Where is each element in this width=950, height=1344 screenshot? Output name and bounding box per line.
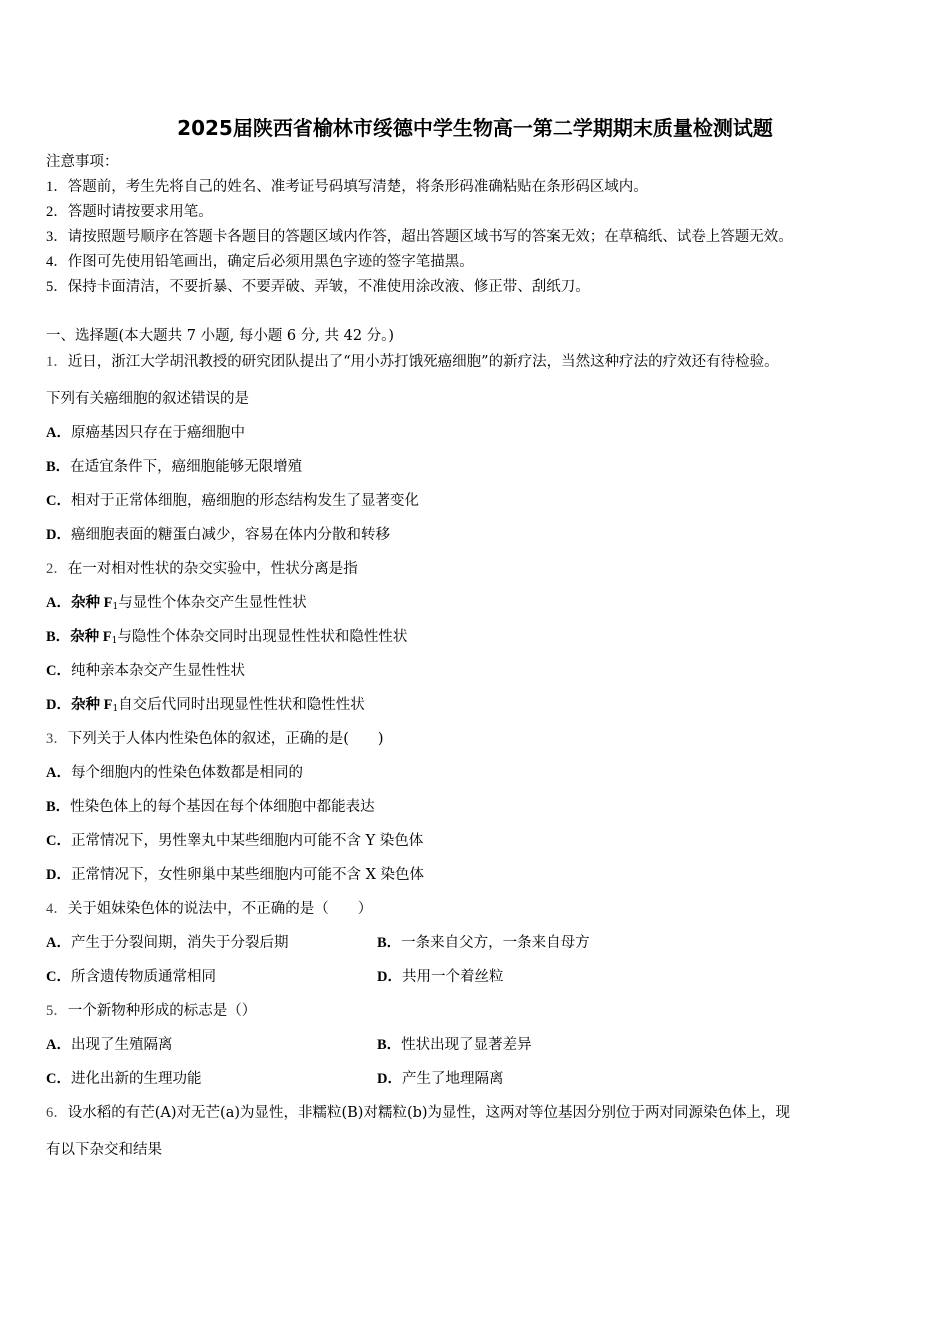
question-1-option-a: A．原癌基因只存在于癌细胞中 <box>46 425 245 441</box>
question-3-option-c: C．正常情况下，男性睾丸中某些细胞内可能不含 Y 染色体 <box>46 833 424 849</box>
question-5-stem: 5．一个新物种形成的标志是（） <box>46 1003 257 1019</box>
question-4-options-row2 <box>46 967 906 987</box>
question-6-stem: 6．设水稻的有芒(A)对无芒(a)为显性，非糯粒(B)对糯粒(b)为显性，这两对等位基因分别位于两对同源染色体上，现 <box>46 1105 791 1121</box>
question-1-option-b: B．在适宜条件下，癌细胞能够无限增殖 <box>46 459 303 475</box>
question-3-option-b: B．性染色体上的每个基因在每个体细胞中都能表达 <box>46 799 375 815</box>
notice-item: 5．保持卡面清洁，不要折暴、不要弄破、弄皱，不准使用涂改液、修正带、刮纸刀。 <box>46 279 590 295</box>
question-4-stem: 4．关于姐妹染色体的说法中，不正确的是（ ） <box>46 901 373 917</box>
question-4-option-d: D．共用一个着丝粒 <box>377 969 504 985</box>
question-4-options-row1 <box>46 933 906 953</box>
question-1-stem: 1．近日，浙江大学胡汛教授的研究团队提出了“用小苏打饿死癌细胞”的新疗法，当然这种疗法的疗效还有待检验。 <box>46 354 779 370</box>
question-1-option-d: D．癌细胞表面的糖蛋白减少，容易在体内分散和转移 <box>46 527 390 543</box>
question-3-option-a: A．每个细胞内的性染色体数都是相同的 <box>46 765 303 781</box>
question-4-option-a: A．产生于分裂间期，消失于分裂后期 <box>46 935 289 951</box>
question-3-option-d: D．正常情况下，女性卵巢中某些细胞内可能不含 X 染色体 <box>46 867 425 883</box>
question-5-options-row2 <box>46 1069 906 1089</box>
question-4-option-b: B．一条来自父方，一条来自母方 <box>377 935 590 951</box>
question-3-stem: 3．下列关于人体内性染色体的叙述，正确的是( ) <box>46 731 384 747</box>
section-heading: 一、选择题(本大题共 7 小题, 每小题 6 分, 共 42 分。) <box>46 328 395 344</box>
notice-item: 4．作图可先使用铅笔画出，确定后必须用黑色字迹的签字笔描黑。 <box>46 254 474 270</box>
question-2-option-a: A．杂种 $F_1$与显性个体杂交产生显性性状 <box>46 595 307 612</box>
question-5-options-row1 <box>46 1035 906 1055</box>
question-2-option-b: B．杂种 $F_1$与隐性个体杂交同时出现显性性状和隐性性状 <box>46 629 408 646</box>
question-5-option-a: A．出现了生殖隔离 <box>46 1037 173 1053</box>
notice-item: 2．答题时请按要求用笔。 <box>46 204 213 220</box>
question-5-option-b: B．性状出现了显著差异 <box>377 1037 532 1053</box>
notice-heading: 注意事项： <box>46 154 119 170</box>
question-1-option-c: C．相对于正常体细胞，癌细胞的形态结构发生了显著变化 <box>46 493 419 509</box>
question-5-option-c: C．进化出新的生理功能 <box>46 1071 202 1087</box>
notice-item: 3．请按照题号顺序在答题卡各题目的答题区域内作答，超出答题区域书写的答案无效；在草稿纸、试卷上答题无效。 <box>46 229 793 245</box>
question-2-option-d: D．杂种 $F_1$自交后代同时出现显性性状和隐性性状 <box>46 697 365 714</box>
question-5-option-d: D．产生了地理隔离 <box>377 1071 504 1087</box>
notice-item: 1．答题前，考生先将自己的姓名、准考证号码填写清楚，将条形码准确粘贴在条形码区域内。 <box>46 179 648 195</box>
page-title: 2025届陕西省榆林市绥德中学生物高一第二学期期末质量检测试题 <box>177 116 773 140</box>
question-2-stem: 2．在一对相对性状的杂交实验中，性状分离是指 <box>46 561 358 577</box>
question-2-option-c: C．纯种亲本杂交产生显性性状 <box>46 663 245 679</box>
question-4-option-c: C．所含遗传物质通常相同 <box>46 969 216 985</box>
question-6-stem-cont: 有以下杂交和结果 <box>46 1142 162 1158</box>
question-1-stem-cont: 下列有关癌细胞的叙述错误的是 <box>46 391 249 407</box>
